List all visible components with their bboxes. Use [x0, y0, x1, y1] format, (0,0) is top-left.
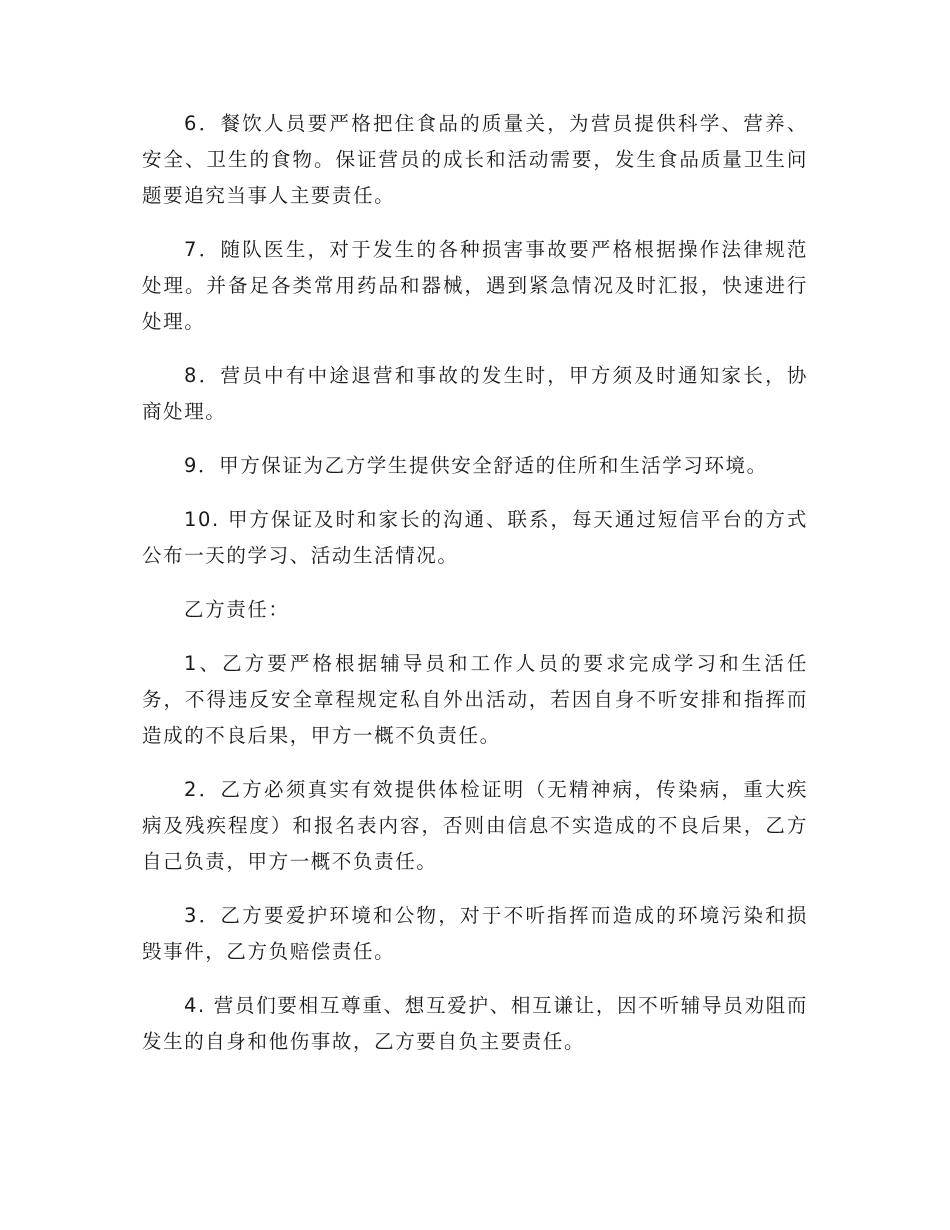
paragraph-b1-compliance: 1、乙方要严格根据辅导员和工作人员的要求完成学习和生活任务，不得违反安全章程规定私自外出活动，若因自身不听安排和指挥而造成的不良后果，甲方一概不负责任。	[142, 652, 808, 747]
document-body	[142, 106, 808, 1078]
paragraph-b3-environment: 3．乙方要爱护环境和公物，对于不听指挥而造成的环境污染和损毁事件，乙方负赔偿责任。	[142, 904, 808, 963]
paragraph-b4-respect: 4. 营员们要相互尊重、想互爱护、相互谦让，因不听辅导员劝阻而发生的自身和他伤事故，乙方要自负主要责任。	[142, 994, 808, 1053]
paragraph-9-accommodation: 9．甲方保证为乙方学生提供安全舒适的住所和生活学习环境。	[184, 454, 768, 477]
paragraph-7-doctor: 7．随队医生，对于发生的各种损害事故要严格根据操作法律规范处理。并备足各类常用药品和器械，遇到紧急情况及时汇报，快速进行处理。	[142, 238, 808, 333]
paragraph-8-withdrawal: 8．营员中有中途退营和事故的发生时，甲方须及时通知家长，协商处理。	[142, 364, 808, 423]
paragraph-b2-health-certificate: 2．乙方必须真实有效提供体检证明（无精神病，传染病，重大疾病及残疾程度）和报名表内容，否则由信息不实造成的不良后果，乙方自己负责，甲方一概不负责任。	[142, 778, 808, 873]
paragraph-6-catering: 6．餐饮人员要严格把住食品的质量关，为营员提供科学、营养、安全、卫生的食物。保证营员的成长和活动需要，发生食品质量卫生问题要追究当事人主要责任。	[142, 112, 808, 207]
section-heading-party-b: 乙方责任：	[184, 598, 290, 621]
paragraph-10-communication: 10. 甲方保证及时和家长的沟通、联系，每天通过短信平台的方式公布一天的学习、活动生活情况。	[142, 508, 808, 567]
